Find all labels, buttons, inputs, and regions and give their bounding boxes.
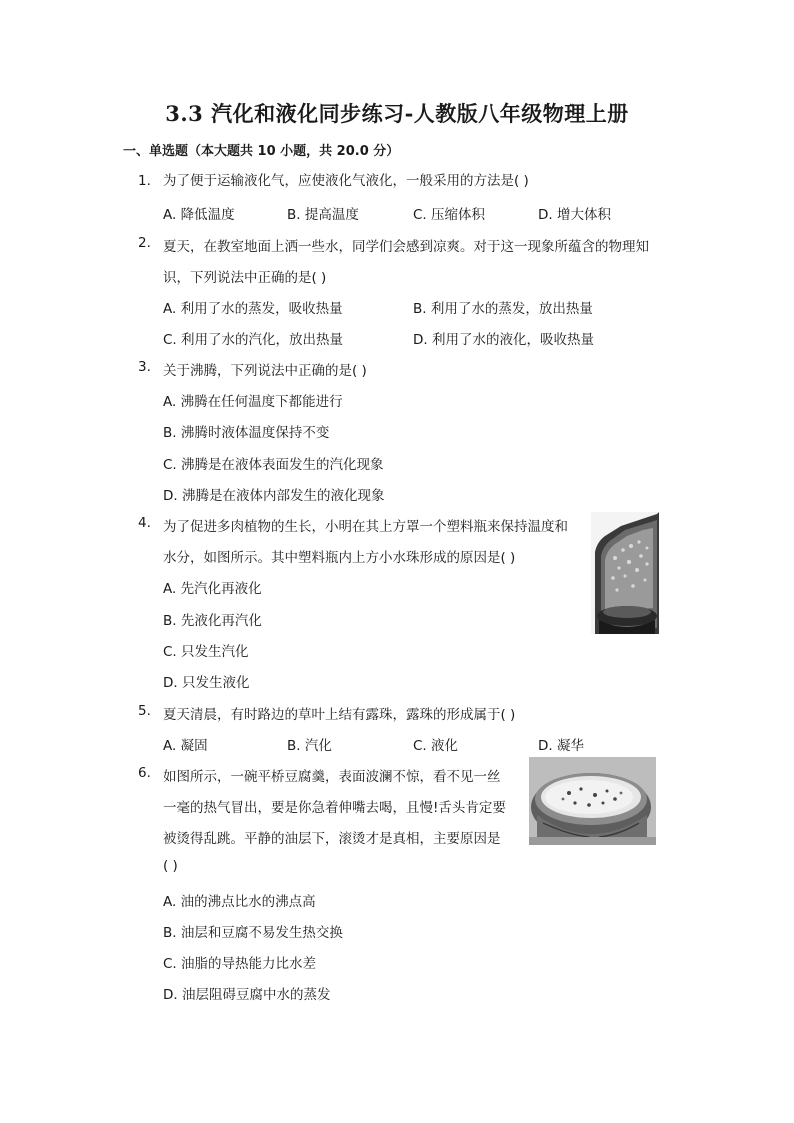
option-c: C. 沸腾是在液体表面发生的汽化现象 — [163, 457, 384, 473]
option-c: C. 油脂的导热能力比水差 — [163, 956, 317, 972]
option-a: A. 利用了水的蒸发，吸收热量 — [163, 301, 343, 317]
page-title: 3.3 汽化和液化同步练习-人教版八年级物理上册 — [165, 101, 629, 126]
option-d: D. 油层阻碍豆腐中水的蒸发 — [163, 987, 331, 1003]
option-d: D. 凝华 — [538, 738, 584, 754]
question-stem-line-2: 一毫的热气冒出，要是你急着伸嘴去喝，且慢!舌头肯定要 — [163, 800, 506, 816]
question-stem-line-4: ( ) — [163, 858, 178, 874]
option-c: C. 压缩体积 — [413, 207, 486, 223]
option-b: B. 利用了水的蒸发，放出热量 — [413, 301, 593, 317]
option-d: D. 沸腾是在液体内部发生的液化现象 — [163, 488, 385, 504]
option-b: B. 提高温度 — [287, 207, 359, 223]
section-heading: 一、单选题（本大题共 10 小题，共 20.0 分） — [123, 144, 400, 159]
question-stem-line-1: 如图所示，一碗平桥豆腐羹，表面波澜不惊，看不见一丝 — [163, 769, 501, 785]
question-stem-line-1: 为了促进多肉植物的生长，小明在其上方罩一个塑料瓶来保持温度和 — [163, 519, 568, 535]
question-number: 3. — [138, 359, 151, 375]
question-number: 6. — [138, 765, 151, 781]
option-d: D. 只发生液化 — [163, 675, 250, 691]
option-d: D. 增大体积 — [538, 207, 611, 223]
option-a: A. 先汽化再液化 — [163, 581, 262, 597]
question-number: 1. — [138, 173, 151, 189]
option-a: A. 沸腾在任何温度下都能进行 — [163, 394, 343, 410]
question-stem-line-3: 被烫得乱跳。平静的油层下，滚烫才是真相，主要原因是 — [163, 831, 501, 847]
question-stem-line-2: 识，下列说法中正确的是( ) — [163, 270, 327, 286]
option-c: C. 液化 — [413, 738, 459, 754]
question-stem: 为了便于运输液化气，应使液化气液化，一般采用的方法是( ) — [163, 173, 529, 189]
option-d: D. 利用了水的液化，吸收热量 — [413, 332, 594, 348]
question-stem: 关于沸腾，下列说法中正确的是( ) — [163, 363, 367, 379]
option-c: C. 利用了水的汽化，放出热量 — [163, 332, 344, 348]
question-number: 2. — [138, 235, 151, 251]
question-stem-line-1: 夏天，在教室地面上洒一些水，同学们会感到凉爽。对于这一现象所蕴含的物理知 — [163, 239, 649, 255]
option-a: A. 油的沸点比水的沸点高 — [163, 894, 316, 910]
option-b: B. 沸腾时液体温度保持不变 — [163, 425, 330, 441]
option-b: B. 油层和豆腐不易发生热交换 — [163, 925, 343, 941]
tofu-soup-bowl-image — [529, 757, 656, 845]
question-stem: 夏天清晨，有时路边的草叶上结有露珠，露珠的形成属于( ) — [163, 707, 516, 723]
question-number: 4. — [138, 515, 151, 531]
option-b: B. 先液化再汽化 — [163, 613, 262, 629]
option-c: C. 只发生汽化 — [163, 644, 249, 660]
option-b: B. 汽化 — [287, 738, 332, 754]
question-stem-line-2: 水分，如图所示。其中塑料瓶内上方小水珠形成的原因是( ) — [163, 550, 516, 566]
option-a: A. 降低温度 — [163, 207, 235, 223]
option-a: A. 凝固 — [163, 738, 208, 754]
question-number: 5. — [138, 703, 151, 719]
plastic-bottle-image — [591, 512, 659, 634]
